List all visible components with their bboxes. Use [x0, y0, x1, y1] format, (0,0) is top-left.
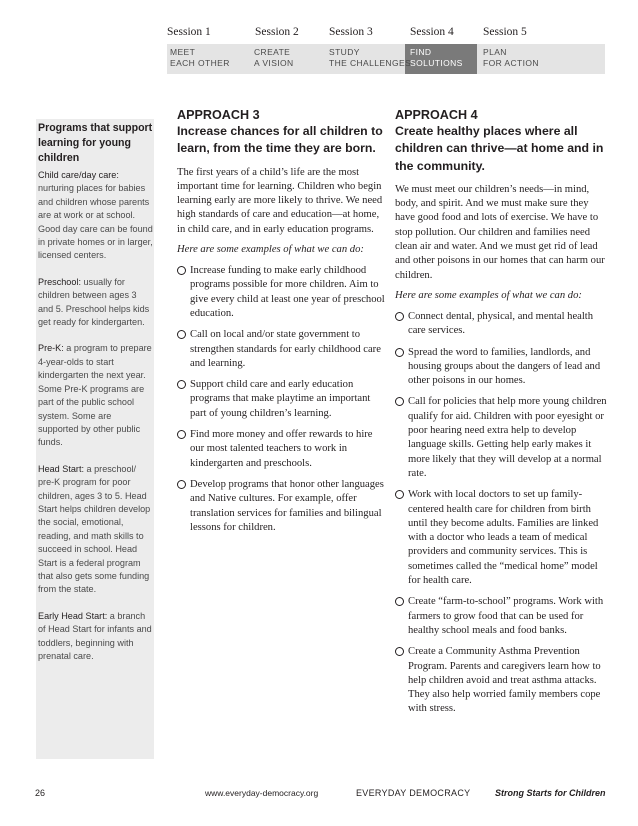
list-item: [395, 310, 607, 339]
bullet-circle-icon: [395, 490, 404, 499]
approach-4-intro: We must meet our children’s needs—in mind, body, and spirit. And we must make sure they have good food and lots of exercise. We have to stop pollution. Our children and families need clean air and water. And we must get rid of lead and other poisons in our homes that can harm our children.: [395, 183, 605, 281]
list-item: [177, 264, 385, 321]
list-item: [177, 428, 385, 471]
list-item-text: Support child care and early education programs that make playtime an important part of young children’s learning.: [190, 379, 371, 419]
list-item-text: Call for policies that help more young children qualify for aid. Children with poor eyesight or poor hearing need extra help to develop language skills. Getting help early makes it more likely that they will develop at a normal rate.: [408, 396, 607, 479]
page-number: 26: [35, 788, 46, 798]
bullet-circle-icon: [395, 312, 404, 321]
session-1-line2: EACH OTHER: [170, 58, 230, 68]
list-item: [395, 346, 607, 389]
approach-4-label: APPROACH 4: [395, 108, 478, 122]
session-navigation: [167, 26, 605, 74]
sidebar-term: Pre-K:: [38, 343, 64, 354]
sidebar-entry-head-start: [38, 463, 154, 597]
session-3-line1: STUDY: [329, 47, 360, 57]
approach-3-column: [177, 107, 385, 535]
sidebar-term: Early Head Start:: [38, 610, 108, 621]
sidebar-definition: nurturing places for babies and children whose parents are at work or at school. Good day care can be found in private homes or in larger, licensed centers.: [38, 183, 153, 261]
approach-4-examples-heading: Here are some examples of what we can do:: [395, 289, 582, 301]
sidebar-entry-pre-k: [38, 342, 154, 449]
session-bar: [167, 44, 605, 74]
list-item-text: Call on local and/or state government to strengthen standards for early childhood care and learning.: [190, 329, 381, 369]
session-1-label: Session 1: [167, 26, 211, 38]
session-2-tab: [254, 47, 294, 69]
bullet-circle-icon: [395, 397, 404, 406]
approach-4-title: Create healthy places where all children can thrive—at home and in the community.: [395, 124, 604, 173]
footer-publication-title: Strong Starts for Children: [495, 788, 606, 798]
list-item: [177, 478, 385, 535]
sidebar-entry-early-head-start: [38, 610, 154, 664]
list-item: [177, 328, 385, 371]
list-item-text: Spread the word to families, landlords, and housing groups about the dangers of lead and other poisons in our homes.: [408, 346, 601, 387]
list-item-text: Create “farm-to-school” programs. Work with farmers to grow food that can be used for healthy school meals and food banks.: [408, 596, 604, 636]
session-5-label: Session 5: [483, 26, 527, 38]
session-3-tab: [329, 47, 411, 69]
list-item-text: Connect dental, physical, and mental health care services.: [408, 310, 594, 337]
approach-3-title: Increase chances for all children to learn, from the time they are born.: [177, 124, 383, 156]
list-item: [395, 645, 607, 716]
session-3-label: Session 3: [329, 26, 373, 38]
sidebar-definition: usually for children between ages 3 and 5. Preschool helps kids get ready for kindergarten.: [38, 276, 150, 328]
bullet-circle-icon: [395, 348, 404, 357]
session-2-label: Session 2: [255, 26, 299, 38]
session-2-line2: A VISION: [254, 58, 294, 68]
bullet-circle-icon: [177, 330, 186, 339]
list-item-text: Find more money and offer rewards to hire our most talented teachers to work in kindergarten and preschools.: [190, 429, 373, 469]
sidebar-term: Preschool:: [38, 276, 81, 287]
approach-3-examples-heading: Here are some examples of what we can do:: [177, 244, 364, 256]
list-item-text: Increase funding to make early childhood programs possible for more children. Aim to give every child at least one year of preschool education.: [190, 265, 385, 319]
session-5-tab: [483, 47, 539, 69]
session-3-line2: THE CHALLENGES: [329, 58, 412, 68]
footer-url[interactable]: www.everyday-democracy.org: [205, 788, 319, 798]
list-item: [395, 595, 607, 638]
list-item-text: Develop programs that honor other languages and Native cultures. For example, offer translation services for families and bilingual lessons for children.: [190, 478, 384, 533]
bullet-circle-icon: [177, 266, 186, 275]
bullet-circle-icon: [395, 597, 404, 606]
session-4-line1: FIND: [410, 47, 432, 57]
sidebar-term: Child care/day care:: [38, 170, 119, 180]
sidebar-title: Programs that support learning for young children: [38, 122, 153, 164]
bullet-circle-icon: [177, 430, 186, 439]
list-item-text: Work with local doctors to set up family-centered health care for children from birth until they become adults. Families are linked with a doctor who leads a team of medical providers and community services. This is sometimes called the “medical home” model for health care.: [408, 489, 599, 587]
sidebar-definition: a preschool/ pre-K program for poor children, ages 3 to 5. Head Start helps children develop the social, emotional, reading, and math skills to succeed in school. Head Start is a federal program that also gets some funding from the state.: [38, 463, 151, 595]
approach-3-label: APPROACH 3: [177, 108, 260, 122]
list-item: [177, 378, 385, 421]
session-1-line1: MEET: [170, 47, 196, 57]
sidebar-definition: a program to prepare 4-year-olds to start kindergarten the next year. Some Pre-K programs are part of the public school system. Some are supported by other public funds.: [38, 343, 152, 448]
approach-4-column: [395, 107, 607, 717]
bullet-circle-icon: [395, 647, 404, 656]
sidebar-definition: a branch of Head Start for infants and toddlers, beginning with prenatal care.: [38, 610, 152, 661]
sidebar-glossary: [36, 119, 154, 759]
list-item-text: Create a Community Asthma Prevention Program. Parents and caregivers learn how to help children avoid and treat asthma attacks. They also help worried family members cope with stress.: [408, 646, 601, 715]
bullet-circle-icon: [177, 380, 186, 389]
session-4-tab: [410, 47, 463, 69]
sidebar-term: Head Start:: [38, 463, 84, 474]
session-5-line2: FOR ACTION: [483, 58, 539, 68]
list-item: [395, 395, 607, 481]
sidebar-entry-child-care: [38, 169, 154, 263]
session-4-label: Session 4: [410, 26, 454, 38]
session-2-line1: CREATE: [254, 47, 291, 57]
footer-org-name: EVERYDAY DEMOCRACY: [356, 788, 471, 798]
approach-3-intro: The first years of a child’s life are the most important time for learning. Children who begin learning early are more likely to thrive. We need high standards of care and education—at home, in child care, and in early education programs.: [177, 166, 383, 235]
list-item: [395, 488, 607, 588]
session-5-line1: PLAN: [483, 47, 507, 57]
bullet-circle-icon: [177, 480, 186, 489]
session-4-line2: SOLUTIONS: [410, 58, 463, 68]
session-1-tab: [170, 47, 230, 69]
sidebar-entry-preschool: [38, 276, 154, 330]
